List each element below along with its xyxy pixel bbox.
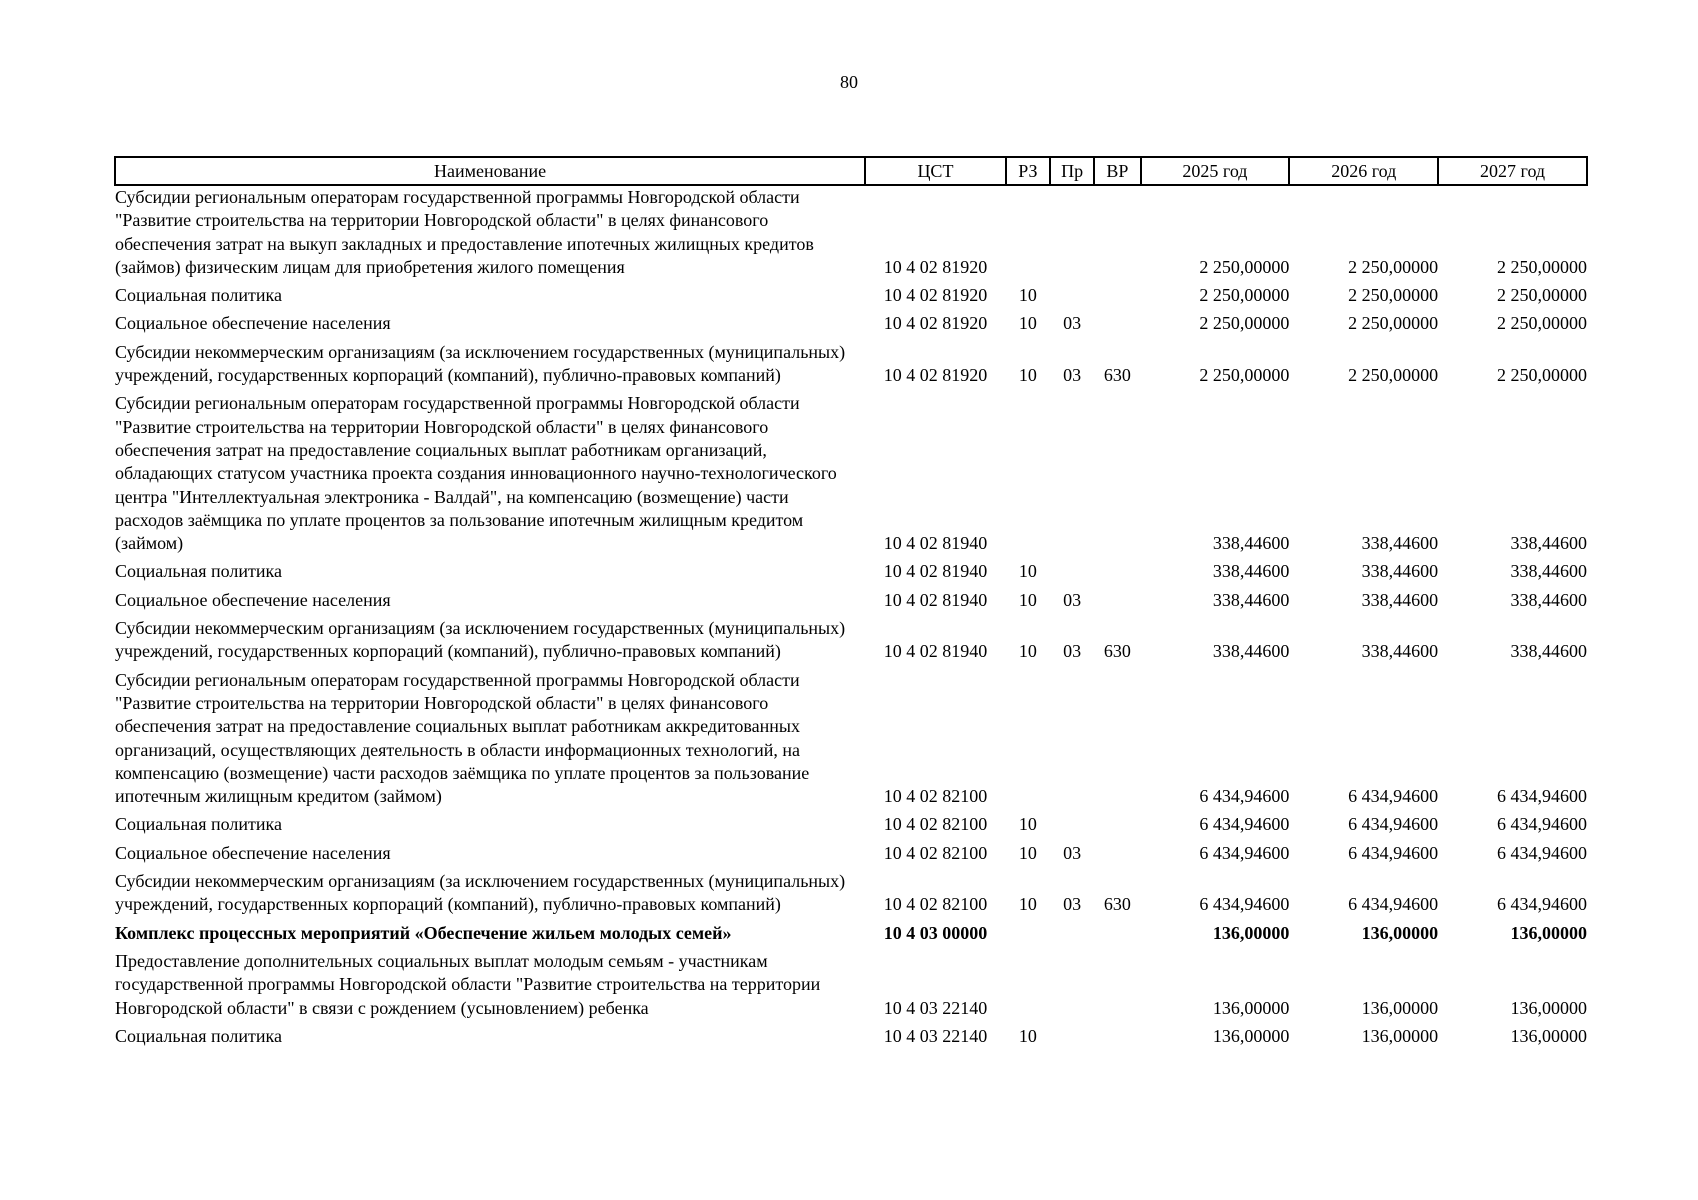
cell-cst: 10 4 02 82100: [883, 894, 988, 915]
cell-name: Субсидии некоммерческим организациям (за исключением государственных (муниципальных) учреждений, государственных корпораций (компаний), публично-правовых компаний): [115, 871, 846, 915]
cell-2027: 2 250,00000: [1497, 285, 1587, 306]
cell-rz: 10: [1018, 285, 1037, 306]
cell-vr: 630: [1103, 894, 1131, 915]
cell-2027: 2 250,00000: [1497, 365, 1587, 386]
table-row: [115, 312, 1587, 340]
cell-rz: 10: [1018, 842, 1037, 863]
cell-vr: [1094, 950, 1140, 1025]
cell-2027: 2 250,00000: [1497, 313, 1587, 334]
cell-2026: 338,44600: [1361, 533, 1439, 554]
cell-2025: 136,00000: [1212, 1025, 1290, 1046]
cell-name: Субсидии региональным операторам государственной программы Новгородской области "Развитие строительства на территории Новгородской области" в целях финансового обеспечения затрат на предоставление социальных выплат работникам аккредитованных организаций, осуществляющих деятельность в области информационных технологий, на компенсацию (возмещение) части расходов заёмщика по уплате процентов за пользование ипотечным жилищным кредитом (займом): [115, 669, 810, 807]
cell-2026: 6 434,94600: [1348, 894, 1439, 915]
table-header-row: [115, 157, 1587, 185]
cell-2026: 6 434,94600: [1348, 842, 1439, 863]
cell-2025: 2 250,00000: [1199, 285, 1290, 306]
cell-vr: [1094, 284, 1140, 312]
cell-cst: 10 4 02 81940: [883, 561, 988, 582]
cell-rz: 10: [1018, 589, 1037, 610]
table-row: [115, 922, 1587, 950]
table-row: [115, 284, 1587, 312]
cell-2025: 6 434,94600: [1199, 814, 1290, 835]
cell-name: Социальная политика: [115, 285, 282, 306]
cell-pr: [1050, 560, 1094, 588]
cell-pr: 03: [1063, 589, 1082, 610]
table-row: [115, 1025, 1587, 1053]
cell-vr: [1094, 312, 1140, 340]
cell-pr: [1050, 669, 1094, 814]
cell-2027: 6 434,94600: [1497, 814, 1587, 835]
cell-cst: 10 4 02 81920: [883, 256, 988, 277]
cell-pr: 03: [1063, 894, 1082, 915]
budget-table: [114, 156, 1588, 1053]
cell-pr: [1050, 813, 1094, 841]
cell-rz: [1006, 669, 1050, 814]
cell-rz: [1006, 950, 1050, 1025]
header-rz: РЗ: [1006, 157, 1050, 185]
cell-rz: 10: [1018, 365, 1037, 386]
table-body: [115, 185, 1587, 1053]
cell-name: Субсидии региональным операторам государственной программы Новгородской области "Развитие строительства на территории Новгородской области" в целях финансового обеспечения затрат на выкуп закладных и предоставление ипотечных жилищных кредитов (займов) физическим лицам для приобретения жилого помещения: [115, 187, 814, 277]
header-2026: 2026 год: [1289, 157, 1438, 185]
table-row: [115, 392, 1587, 560]
cell-2026: 338,44600: [1361, 589, 1439, 610]
header-pr: Пр: [1050, 157, 1094, 185]
cell-vr: [1094, 669, 1140, 814]
table-row: [115, 870, 1587, 922]
cell-vr: [1094, 813, 1140, 841]
cell-2025: 136,00000: [1212, 997, 1290, 1018]
cell-2027: 2 250,00000: [1497, 256, 1587, 277]
cell-pr: [1050, 392, 1094, 560]
cell-pr: [1050, 284, 1094, 312]
cell-2027: 338,44600: [1510, 561, 1587, 582]
cell-vr: [1094, 392, 1140, 560]
header-2027: 2027 год: [1438, 157, 1587, 185]
cell-2026: 338,44600: [1361, 561, 1439, 582]
cell-pr: [1050, 1025, 1094, 1053]
cell-name: Субсидии некоммерческим организациям (за исключением государственных (муниципальных) учреждений, государственных корпораций (компаний), публично-правовых компаний): [115, 341, 846, 386]
cell-2026: 136,00000: [1361, 1025, 1439, 1046]
cell-2026: 6 434,94600: [1348, 814, 1439, 835]
cell-name: Субсидии некоммерческим организациям (за исключением государственных (муниципальных) учреждений, государственных корпораций (компаний), публично-правовых компаний): [115, 618, 846, 662]
cell-2027: 338,44600: [1510, 533, 1587, 554]
cell-cst: 10 4 02 81940: [883, 641, 988, 662]
cell-vr: [1094, 922, 1140, 950]
cell-cst: 10 4 03 22140: [883, 997, 988, 1018]
cell-pr: 03: [1063, 842, 1082, 863]
cell-rz: 10: [1018, 641, 1037, 662]
cell-vr: [1094, 185, 1140, 284]
cell-cst: 10 4 02 82100: [883, 786, 988, 807]
header-vr: ВР: [1094, 157, 1140, 185]
header-2025: 2025 год: [1141, 157, 1290, 185]
cell-rz: 10: [1018, 894, 1037, 915]
budget-table-container: [114, 156, 1588, 1053]
cell-rz: [1006, 392, 1050, 560]
cell-2026: 2 250,00000: [1348, 285, 1439, 306]
cell-2025: 338,44600: [1212, 641, 1290, 662]
cell-rz: [1006, 185, 1050, 284]
cell-2027: 6 434,94600: [1497, 842, 1587, 863]
page-number: 80: [840, 72, 858, 92]
table-row: [115, 589, 1587, 617]
cell-2025: 338,44600: [1212, 561, 1290, 582]
table-row: [115, 617, 1587, 669]
header-cst: ЦСТ: [865, 157, 1006, 185]
cell-2027: 6 434,94600: [1497, 894, 1587, 915]
cell-pr: [1050, 950, 1094, 1025]
table-row: [115, 669, 1587, 814]
cell-vr: 630: [1103, 365, 1131, 386]
cell-2025: 2 250,00000: [1199, 365, 1290, 386]
cell-2025: 136,00000: [1212, 922, 1290, 943]
cell-2027: 136,00000: [1510, 1025, 1587, 1046]
cell-pr: 03: [1063, 365, 1082, 386]
header-name: Наименование: [115, 157, 865, 185]
cell-2026: 338,44600: [1361, 641, 1439, 662]
cell-name: Социальное обеспечение населения: [115, 842, 391, 863]
cell-2027: 338,44600: [1510, 589, 1587, 610]
cell-name: Социальная политика: [115, 1025, 282, 1046]
table-row: [115, 813, 1587, 841]
cell-vr: [1094, 560, 1140, 588]
table-row: [115, 560, 1587, 588]
table-row: [115, 842, 1587, 870]
cell-name: Предоставление дополнительных социальных выплат молодым семьям - участникам государственной программы Новгородской области "Развитие строительства на территории Новгородской области" в связи с рождением (усыновлением) ребенка: [115, 950, 821, 1018]
cell-vr: [1094, 842, 1140, 870]
cell-rz: [1006, 922, 1050, 950]
cell-name: Социальное обеспечение населения: [115, 313, 391, 334]
cell-2027: 338,44600: [1510, 641, 1587, 662]
table-row: [115, 185, 1587, 284]
cell-name: Комплекс процессных мероприятий «Обеспечение жильем молодых семей»: [115, 922, 732, 943]
cell-rz: 10: [1018, 1025, 1037, 1046]
cell-2026: 6 434,94600: [1348, 786, 1439, 807]
cell-cst: 10 4 02 81940: [883, 589, 988, 610]
table-row: [115, 341, 1587, 393]
cell-name: Социальная политика: [115, 814, 282, 835]
cell-2025: 338,44600: [1212, 533, 1290, 554]
table-row: [115, 950, 1587, 1025]
cell-2025: 2 250,00000: [1199, 313, 1290, 334]
cell-cst: 10 4 02 82100: [883, 842, 988, 863]
cell-2025: 2 250,00000: [1199, 256, 1290, 277]
cell-vr: [1094, 1025, 1140, 1053]
cell-2026: 2 250,00000: [1348, 313, 1439, 334]
cell-cst: 10 4 02 81920: [883, 285, 988, 306]
cell-rz: 10: [1018, 561, 1037, 582]
cell-cst: 10 4 02 81940: [883, 533, 988, 554]
cell-2025: 6 434,94600: [1199, 842, 1290, 863]
cell-pr: 03: [1063, 641, 1082, 662]
cell-name: Субсидии региональным операторам государственной программы Новгородской области "Развитие строительства на территории Новгородской области" в целях финансового обеспечения затрат на предоставление социальных выплат работникам организаций, обладающих статусом участника проекта создания инновационного научно-технологического центра "Интеллектуальная электроника - Валдай", на компенсацию (возмещение) части расходов заёмщика по уплате процентов за пользование ипотечным жилищным кредитом (займом): [115, 393, 837, 554]
cell-cst: 10 4 02 81920: [883, 313, 988, 334]
cell-2025: 6 434,94600: [1199, 786, 1290, 807]
cell-2025: 6 434,94600: [1199, 894, 1290, 915]
cell-2026: 136,00000: [1361, 922, 1439, 943]
cell-2027: 136,00000: [1510, 997, 1587, 1018]
cell-pr: [1050, 922, 1094, 950]
cell-cst: 10 4 02 81920: [883, 365, 988, 386]
cell-vr: 630: [1103, 641, 1131, 662]
cell-rz: 10: [1018, 814, 1037, 835]
cell-pr: 03: [1063, 313, 1082, 334]
cell-cst: 10 4 03 00000: [883, 922, 988, 943]
cell-2027: 136,00000: [1510, 922, 1587, 943]
cell-2025: 338,44600: [1212, 589, 1290, 610]
cell-2026: 136,00000: [1361, 997, 1439, 1018]
cell-name: Социальное обеспечение населения: [115, 589, 391, 610]
cell-cst: 10 4 03 22140: [883, 1025, 988, 1046]
cell-pr: [1050, 185, 1094, 284]
cell-rz: 10: [1018, 313, 1037, 334]
cell-cst: 10 4 02 82100: [883, 814, 988, 835]
cell-2026: 2 250,00000: [1348, 365, 1439, 386]
cell-2026: 2 250,00000: [1348, 256, 1439, 277]
cell-vr: [1094, 589, 1140, 617]
cell-name: Социальная политика: [115, 561, 282, 582]
cell-2027: 6 434,94600: [1497, 786, 1587, 807]
